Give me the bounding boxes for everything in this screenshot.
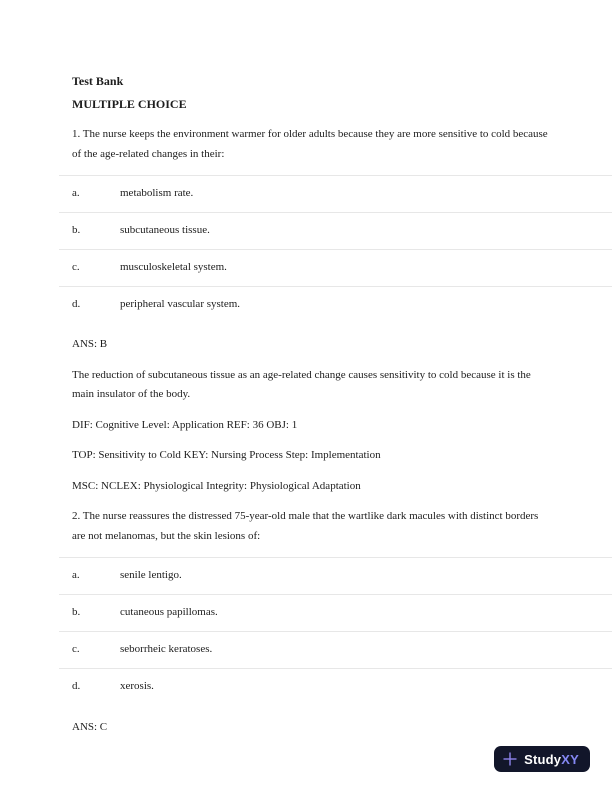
choice-letter: c. bbox=[72, 643, 80, 656]
question-1-rationale: The reduction of subcutaneous tissue as an age-related change causes sensitivity to cold because it is the main insulator of the body. bbox=[72, 368, 531, 400]
choice-letter: d. bbox=[72, 298, 81, 311]
choice-letter: d. bbox=[72, 680, 81, 693]
question-2-choices bbox=[59, 557, 612, 705]
section-heading: MULTIPLE CHOICE bbox=[72, 97, 187, 111]
studyxy-logo-text bbox=[524, 753, 579, 766]
choice-row bbox=[59, 557, 612, 594]
question-1-meta-msc: MSC: NCLEX: Physiological Integrity: Physiological Adaptation bbox=[72, 479, 361, 492]
choice-text: subcutaneous tissue. bbox=[120, 224, 210, 237]
studyxy-logo-badge bbox=[494, 746, 590, 772]
choice-letter: c. bbox=[72, 261, 80, 274]
choice-text: cutaneous papillomas. bbox=[120, 606, 218, 619]
choice-letter: a. bbox=[72, 187, 80, 200]
question-1-answer: ANS: B bbox=[72, 338, 108, 350]
question-1-meta-dif: DIF: Cognitive Level: Application REF: 36 OBJ: 1 bbox=[72, 418, 298, 431]
choice-row bbox=[59, 594, 612, 631]
choice-letter: a. bbox=[72, 569, 80, 582]
choice-text: metabolism rate. bbox=[120, 187, 194, 200]
page-content bbox=[72, 74, 550, 749]
choice-row bbox=[59, 668, 612, 705]
choice-row bbox=[59, 175, 612, 212]
choice-text: musculoskeletal system. bbox=[120, 261, 227, 274]
question-1-meta-top: TOP: Sensitivity to Cold KEY: Nursing Process Step: Implementation bbox=[72, 449, 381, 461]
question-1-stem: 1. The nurse keeps the environment warmer for older adults because they are more sensitive to cold because of the age-related changes in their: bbox=[72, 128, 548, 160]
question-2-answer: ANS: C bbox=[72, 721, 108, 733]
choice-letter: b. bbox=[72, 224, 81, 237]
choice-text: senile lentigo. bbox=[120, 569, 182, 582]
choice-row bbox=[59, 212, 612, 249]
logo-text-primary: Study bbox=[524, 751, 562, 767]
choice-text: peripheral vascular system. bbox=[120, 298, 241, 311]
document-title: Test Bank bbox=[72, 74, 124, 88]
choice-row bbox=[59, 286, 612, 323]
plus-icon bbox=[503, 752, 517, 766]
question-2-stem: 2. The nurse reassures the distressed 75-year-old male that the wartlike dark macules with distinct borders are not melanomas, but the skin lesions of: bbox=[72, 510, 539, 542]
choice-row bbox=[59, 249, 612, 286]
choice-text: xerosis. bbox=[120, 680, 154, 693]
choice-text: seborrheic keratoses. bbox=[120, 643, 213, 656]
choice-row bbox=[59, 631, 612, 668]
logo-text-accent: XY bbox=[561, 751, 579, 767]
question-1-choices bbox=[59, 175, 612, 323]
choice-letter: b. bbox=[72, 606, 81, 619]
